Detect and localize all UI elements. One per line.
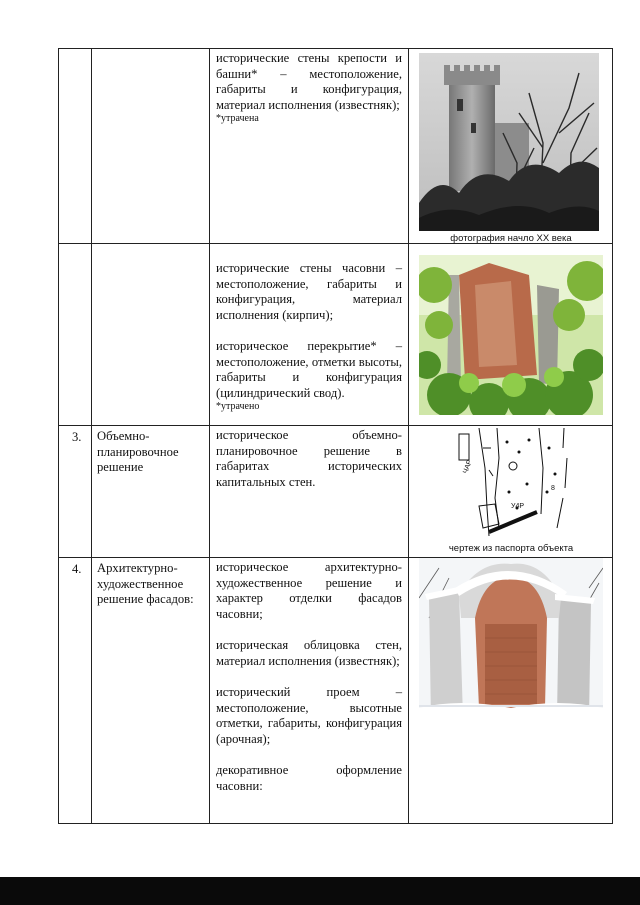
cell-description	[210, 49, 409, 244]
table-row-3	[59, 426, 613, 558]
svg-text:ЧАР: ЧАР	[462, 459, 474, 475]
cell-description	[210, 426, 409, 558]
scan-bottom-band	[0, 877, 640, 905]
description-paragraph: исторические стены часовни – местоположение, габариты и конфигурация, материал исполнения (кирпич);	[216, 261, 402, 322]
svg-text:8: 8	[551, 485, 555, 492]
cell-name-empty	[92, 49, 210, 244]
row-feature-name: Архитектурно-художественное решение фасадов:	[92, 558, 210, 824]
row-feature-name: Объемно-планировочное решение	[92, 426, 210, 558]
footnote: *утрачена	[216, 113, 259, 124]
row-number: 4.	[59, 558, 92, 824]
cell-description	[210, 558, 409, 824]
photo-chapel-ruin-winter	[419, 558, 603, 734]
description-paragraph: историческое перекрытие* – местоположение, отметки высоты, габариты и конфигурация (цилиндрический свод).	[216, 339, 402, 400]
description-paragraph: исторический проем – местоположение, высотные отметки, габариты, конфигурация (арочная);	[216, 685, 402, 746]
cell-image	[409, 426, 613, 558]
description-paragraph: историческое объемно-планировочное решение в габаритах исторических капитальных стен.	[216, 428, 402, 489]
table-row-4	[59, 558, 613, 824]
description-paragraph: декоративное оформление часовни:	[216, 763, 402, 793]
description-paragraph: историческое архитектурно-художественное решение и характер отделки фасадов часовни;	[216, 560, 402, 621]
description-paragraph: исторические стены крепости и башни* – местоположение, габариты и конфигурация, материал исполнения (известняк);	[216, 51, 402, 112]
photo-chapel-ruin-summer	[419, 255, 603, 415]
cell-description	[210, 244, 409, 426]
cell-number-empty	[59, 244, 92, 426]
cell-image	[409, 244, 613, 426]
table-row-chapel-walls	[59, 244, 613, 426]
photo-fortress-tower	[419, 53, 599, 231]
image-caption: фотография начло XX века	[450, 233, 572, 244]
description-paragraph: историческая облицовка стен, материал исполнения (известняк);	[216, 638, 402, 668]
svg-text:У4Р: У4Р	[511, 503, 525, 510]
table-row-fortress	[59, 49, 613, 244]
row-number: 3.	[59, 426, 92, 558]
drawing-floor-plan	[439, 428, 579, 540]
footnote: *утрачено	[216, 401, 260, 412]
cell-number-empty	[59, 49, 92, 244]
cell-name-empty	[92, 244, 210, 426]
image-caption: чертеж из паспорта объекта	[448, 543, 574, 554]
cell-image	[409, 558, 613, 824]
cell-image	[409, 49, 613, 244]
protected-features-table	[58, 48, 613, 824]
